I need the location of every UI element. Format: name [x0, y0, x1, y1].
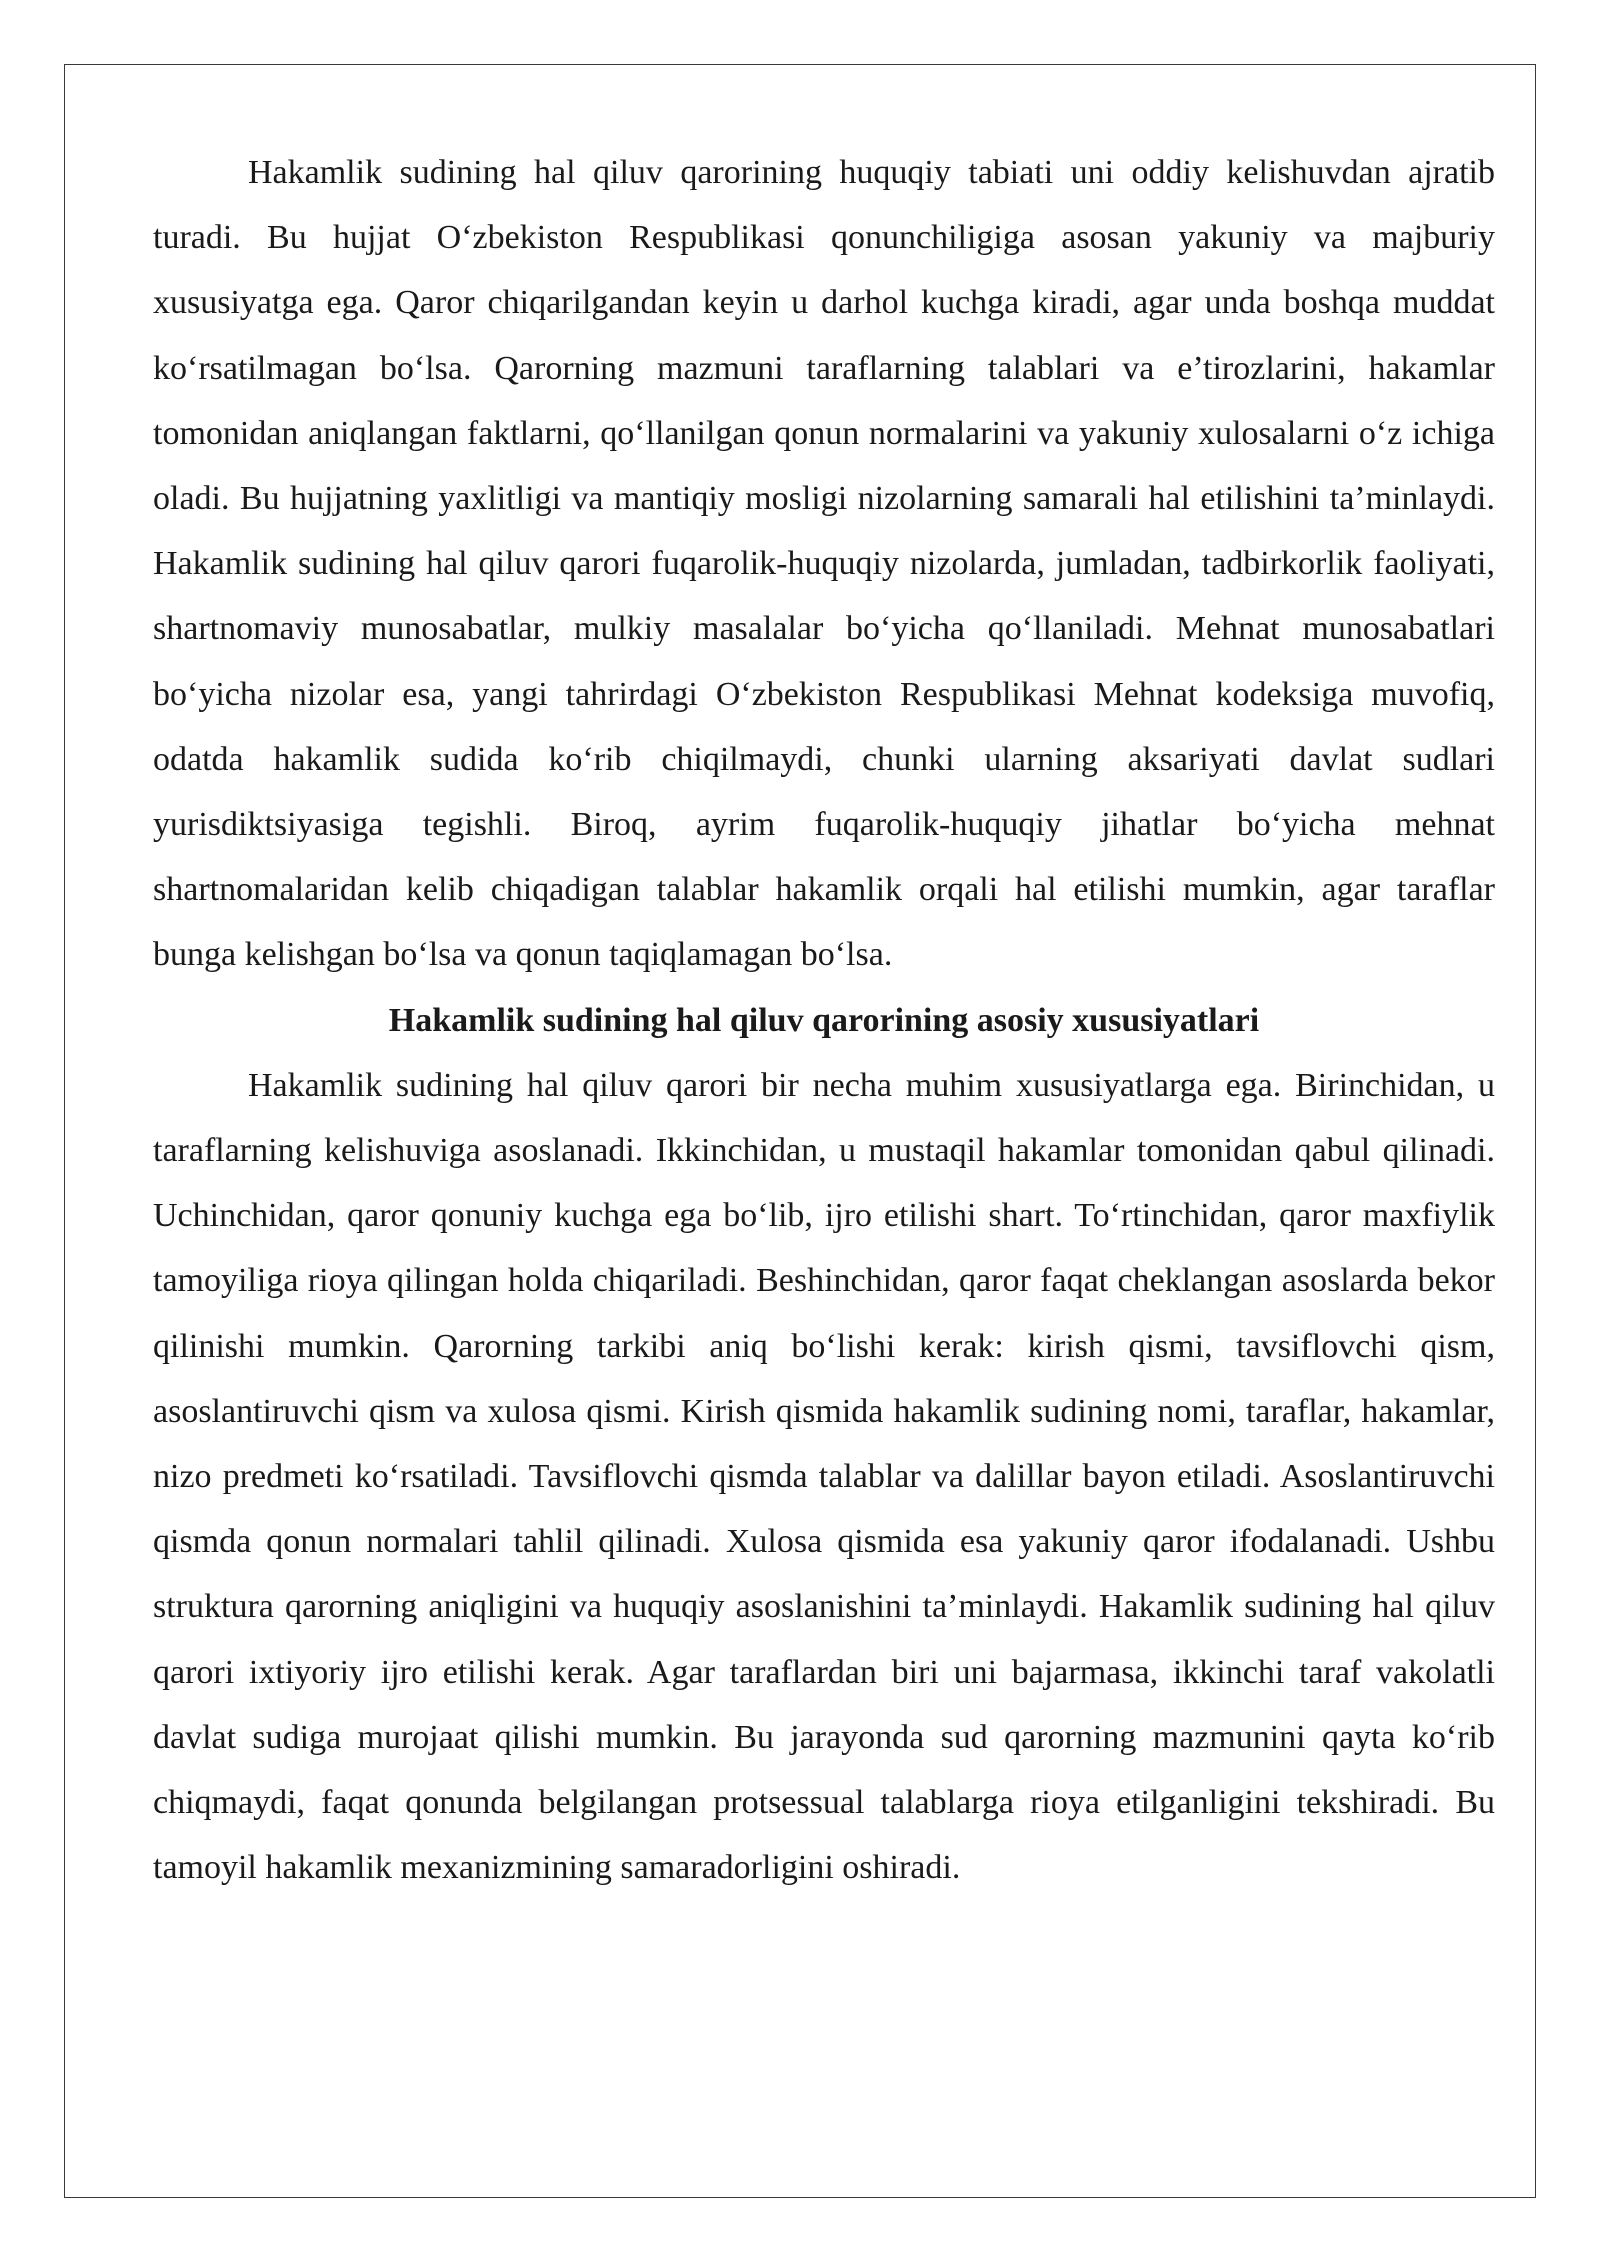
paragraph-features: Hakamlik sudining hal qiluv qarori bir necha muhim xususiyatlarga ega. Birinchidan, u taraflarning kelishuviga asoslanadi. Ikkinchidan, u mustaqil hakamlar tomonidan qabul qilinadi. Uchinchidan, qaror qonuniy kuchga ega bo‘lib, ijro etilishi shart. To‘rtinchidan, qaror maxfiylik tamoyiliga rioya qilingan holda chiqariladi. Beshinchidan, qaror faqat cheklangan asoslarda bekor qilinishi mumkin. Qarorning tarkibi aniq bo‘lishi kerak: kirish qismi, tavsiflovchi qism, asoslantiruvchi qism va xulosa qismi. Kirish qismida hakamlik sudining nomi, taraflar, hakamlar, nizo predmeti ko‘rsatiladi. Tavsiflovchi qismda talablar va dalillar bayon etiladi. Asoslantiruvchi qismda qonun normalari tahlil qilinadi. Xulosa qismida esa yakuniy qaror ifodalanadi. Ushbu struktura qarorning aniqligini va huquqiy asoslanishini ta’minlaydi. Hakamlik sudining hal qiluv qarori ixtiyoriy ijro etilishi kerak. Agar taraflardan biri uni bajarmasa, ikkinchi taraf vakolatli davlat sudiga murojaat qilishi mumkin. Bu jarayonda sud qarorning mazmunini qayta ko‘rib chiqmaydi, faqat qonunda belgilangan protsessual talablarga rioya etilganligini tekshiradi. Bu tamoyil hakamlik mexanizmining samaradorligini oshiradi. [153, 1066, 1495, 1887]
section-heading: Hakamlik sudining hal qiluv qarorining asosiy xususiyatlari [388, 1001, 1260, 1039]
document-body [153, 140, 1495, 1900]
paragraph-intro: Hakamlik sudining hal qiluv qarorining huquqiy tabiati uni oddiy kelishuvdan ajratib turadi. Bu hujjat O‘zbekiston Respublikasi qonunchiligiga asosan yakuniy va majburiy xususiyatga ega. Qaror chiqarilgandan keyin u darhol kuchga kiradi, agar unda boshqa muddat ko‘rsatilmagan bo‘lsa. Qarorning mazmuni taraflarning talablari va e’tirozlarini, hakamlar tomonidan aniqlangan faktlarni, qo‘llanilgan qonun normalarini va yakuniy xulosalarni o‘z ichiga oladi. Bu hujjatning yaxlitligi va mantiqiy mosligi nizolarning samarali hal etilishini ta’minlaydi. Hakamlik sudining hal qiluv qarori fuqarolik-huquqiy nizolarda, jumladan, tadbirkorlik faoliyati, shartnomaviy munosabatlar, mulkiy masalalar bo‘yicha qo‘llaniladi. Mehnat munosabatlari bo‘yicha nizolar esa, yangi tahrirdagi O‘zbekiston Respublikasi Mehnat kodeksiga muvofiq, odatda hakamlik sudida ko‘rib chiqilmaydi, chunki ularning aksariyati davlat sudlari yurisdiktsiyasiga tegishli. Biroq, ayrim fuqarolik-huquqiy jihatlar bo‘yicha mehnat shartnomalaridan kelib chiqadigan talablar hakamlik orqali hal etilishi mumkin, agar taraflar bunga kelishgan bo‘lsa va qonun taqiqlamagan bo‘lsa. [153, 154, 1495, 974]
